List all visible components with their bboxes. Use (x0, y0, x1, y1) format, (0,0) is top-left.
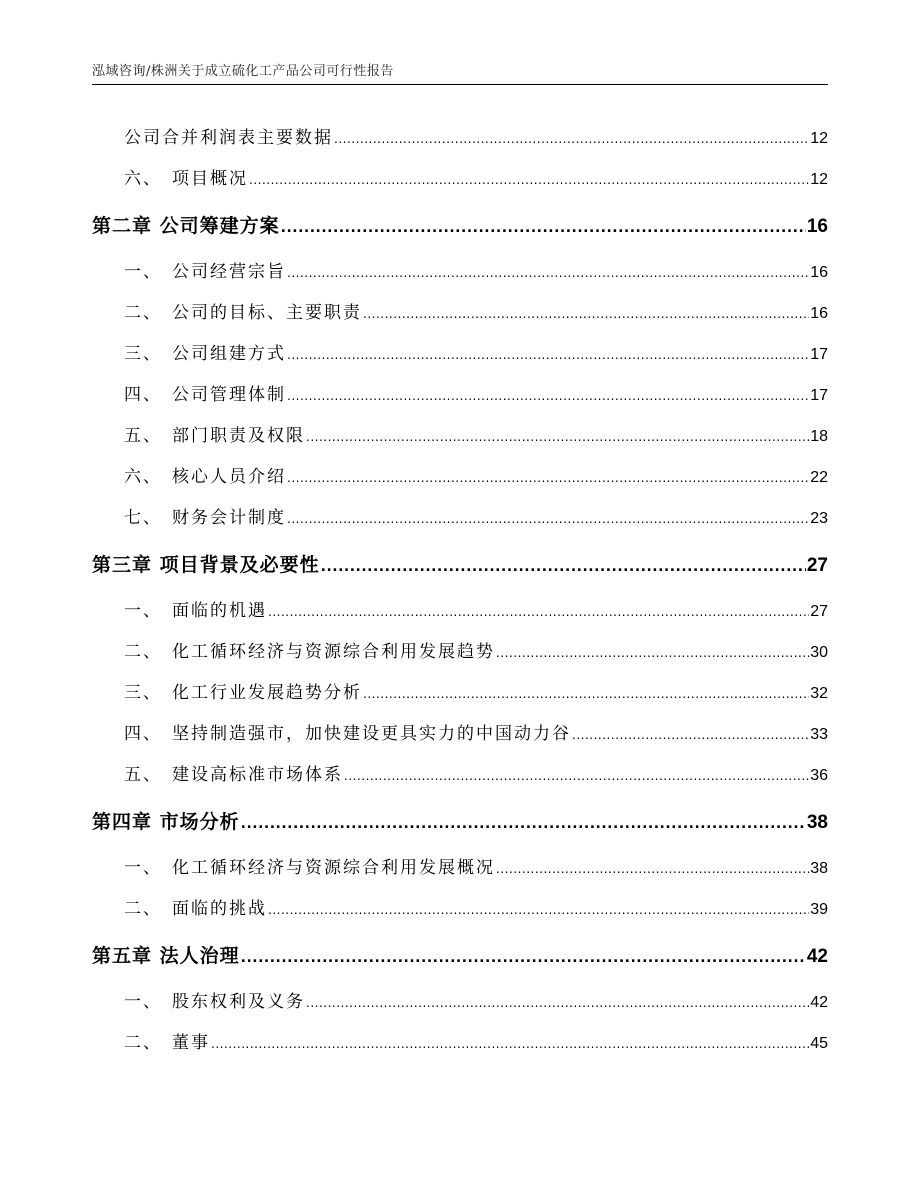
toc-leader-dots (287, 376, 809, 416)
toc-entry-title (124, 293, 362, 334)
toc-entry-title (92, 200, 280, 252)
toc-entry-title (124, 1023, 210, 1064)
toc-page-number: 16 (806, 216, 828, 237)
toc-leader-dots (268, 890, 809, 930)
toc-section-entry[interactable] (92, 889, 828, 930)
toc-section-entry[interactable] (92, 755, 828, 796)
toc-leader-dots (321, 541, 806, 591)
toc-section-entry[interactable] (92, 673, 828, 714)
header-rule (92, 84, 828, 85)
toc-section-entry[interactable] (92, 591, 828, 632)
toc-entry-title (124, 755, 343, 796)
toc-entry-number: 七、 (124, 508, 162, 528)
toc-entry-text: 坚持制造强市，加快建设更具实力的中国动力谷 (172, 724, 571, 744)
toc-page-number: 39 (810, 901, 828, 918)
toc-entry-text: 部门职责及权限 (172, 426, 305, 446)
toc-leader-dots (363, 294, 809, 334)
toc-entry-title (124, 159, 248, 200)
toc-section-entry[interactable] (92, 632, 828, 673)
toc-entry-text: 核心人员介绍 (172, 467, 286, 487)
toc-leader-dots (287, 253, 809, 293)
toc-section-entry[interactable] (92, 293, 828, 334)
toc-leader-dots (249, 160, 809, 200)
toc-entry-number: 二、 (124, 1033, 162, 1053)
toc-entry-title (124, 457, 286, 498)
toc-section-entry[interactable] (92, 159, 828, 200)
toc-entry-title (124, 632, 495, 673)
toc-section-entry[interactable] (92, 416, 828, 457)
toc-page-number: 12 (810, 130, 828, 147)
toc-entry-text: 第四章 市场分析 (92, 811, 240, 833)
toc-page-number: 36 (810, 767, 828, 784)
toc-leader-dots (572, 715, 809, 755)
toc-entry-text: 第五章 法人治理 (92, 945, 240, 967)
toc-entry-title (124, 498, 286, 539)
toc-entry-title (124, 673, 362, 714)
toc-chapter-entry[interactable] (92, 200, 828, 252)
toc-entry-number: 三、 (124, 344, 162, 364)
toc-entry-title (124, 714, 571, 755)
toc-entry-number: 二、 (124, 899, 162, 919)
toc-section-entry[interactable] (92, 457, 828, 498)
toc-entry-number: 六、 (124, 467, 162, 487)
toc-page-number: 23 (810, 510, 828, 527)
toc-entry-number: 四、 (124, 385, 162, 405)
toc-section-entry[interactable] (92, 252, 828, 293)
toc-page-number: 22 (810, 469, 828, 486)
toc-entry-title (92, 539, 320, 591)
toc-page-number: 27 (810, 603, 828, 620)
toc-entry-text: 公司管理体制 (172, 385, 286, 405)
toc-entry-title (92, 796, 240, 848)
toc-page-number: 18 (810, 428, 828, 445)
toc-leader-dots (306, 417, 809, 457)
toc-leader-dots (496, 633, 809, 673)
toc-entry-text: 化工行业发展趋势分析 (172, 683, 362, 703)
toc-entry-text: 项目概况 (172, 169, 248, 189)
toc-page-number: 17 (810, 346, 828, 363)
toc-entry-text: 财务会计制度 (172, 508, 286, 528)
toc-chapter-entry[interactable] (92, 796, 828, 848)
toc-entry-text: 面临的机遇 (172, 601, 267, 621)
toc-leader-dots (496, 849, 809, 889)
toc-entry-title (124, 848, 495, 889)
table-of-contents (92, 118, 828, 1064)
toc-leader-dots (344, 756, 809, 796)
toc-entry-number: 一、 (124, 858, 162, 878)
toc-section-entry[interactable] (92, 848, 828, 889)
toc-leader-dots (268, 592, 809, 632)
toc-entry-number: 一、 (124, 601, 162, 621)
toc-entry-number: 一、 (124, 262, 162, 282)
toc-leader-dots (363, 674, 809, 714)
toc-entry-number: 五、 (124, 426, 162, 446)
toc-entry-text: 第三章 项目背景及必要性 (92, 554, 320, 576)
toc-leader-dots (306, 983, 809, 1023)
toc-entry-number: 二、 (124, 642, 162, 662)
toc-entry-text: 公司组建方式 (172, 344, 286, 364)
toc-leader-dots (281, 202, 806, 252)
toc-entry-title (124, 591, 267, 632)
toc-page-number: 32 (810, 685, 828, 702)
toc-section-entry[interactable] (92, 498, 828, 539)
toc-page-number: 16 (810, 264, 828, 281)
toc-section-entry[interactable] (92, 714, 828, 755)
toc-entry-text: 面临的挑战 (172, 899, 267, 919)
toc-entry-number: 一、 (124, 992, 162, 1012)
toc-page-number: 16 (810, 305, 828, 322)
toc-entry-text: 公司经营宗旨 (172, 262, 286, 282)
toc-entry-title (124, 118, 333, 159)
toc-leader-dots (241, 798, 806, 848)
toc-page-number: 38 (810, 860, 828, 877)
toc-section-entry[interactable] (92, 375, 828, 416)
toc-entry-text: 建设高标准市场体系 (172, 765, 343, 785)
toc-page-number: 17 (810, 387, 828, 404)
toc-leader-dots (287, 458, 809, 498)
toc-entry-text: 化工循环经济与资源综合利用发展概况 (172, 858, 495, 878)
running-header: 泓域咨询/株洲关于成立硫化工产品公司可行性报告 (92, 64, 394, 79)
toc-entry-title (124, 252, 286, 293)
toc-section-entry[interactable] (92, 982, 828, 1023)
toc-entry-text: 化工循环经济与资源综合利用发展趋势 (172, 642, 495, 662)
toc-entry-title (92, 930, 240, 982)
toc-page-number: 12 (810, 171, 828, 188)
toc-entry-number: 四、 (124, 724, 162, 744)
toc-leader-dots (211, 1024, 809, 1064)
toc-leader-dots (334, 119, 809, 159)
toc-chapter-entry[interactable] (92, 930, 828, 982)
toc-page-number: 45 (810, 1035, 828, 1052)
toc-section-entry[interactable] (92, 118, 828, 159)
toc-entry-number: 六、 (124, 169, 162, 189)
toc-entry-text: 公司合并利润表主要数据 (124, 128, 333, 148)
toc-entry-title (124, 889, 267, 930)
toc-entry-number: 五、 (124, 765, 162, 785)
toc-entry-text: 公司的目标、主要职责 (172, 303, 362, 323)
toc-page-number: 27 (806, 555, 828, 576)
toc-section-entry[interactable] (92, 1023, 828, 1064)
toc-entry-number: 三、 (124, 683, 162, 703)
toc-page-number: 30 (810, 644, 828, 661)
toc-entry-text: 董事 (172, 1033, 210, 1053)
toc-chapter-entry[interactable] (92, 539, 828, 591)
toc-page-number: 38 (806, 812, 828, 833)
toc-entry-text: 第二章 公司筹建方案 (92, 215, 280, 237)
toc-section-entry[interactable] (92, 334, 828, 375)
toc-entry-number: 二、 (124, 303, 162, 323)
toc-entry-title (124, 334, 286, 375)
toc-entry-title (124, 416, 305, 457)
toc-leader-dots (241, 932, 806, 982)
toc-page-number: 42 (806, 946, 828, 967)
toc-leader-dots (287, 499, 809, 539)
toc-leader-dots (287, 335, 809, 375)
toc-page-number: 33 (810, 726, 828, 743)
toc-entry-text: 股东权利及义务 (172, 992, 305, 1012)
toc-entry-title (124, 375, 286, 416)
toc-entry-title (124, 982, 305, 1023)
toc-page-number: 42 (810, 994, 828, 1011)
